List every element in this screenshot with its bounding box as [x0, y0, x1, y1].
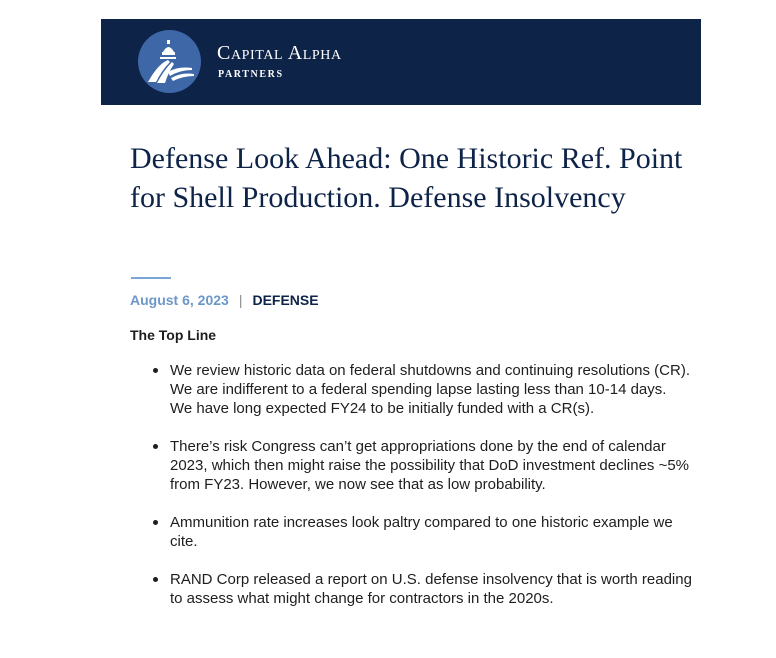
bullet-icon [153, 368, 158, 373]
bullet-icon [153, 520, 158, 525]
meta-separator: | [238, 292, 243, 308]
brand-name: Capital Alpha [217, 42, 342, 64]
list-item-text: We review historic data on federal shutdowns and continuing resolutions (CR). We are indifferent to a federal spending lapse lasting less than 10-14 days. We have long expected FY24 to be initially funded with a CR(s). [170, 362, 690, 417]
article-meta [130, 291, 319, 309]
list-item [152, 513, 692, 551]
bullet-icon [153, 577, 158, 582]
capitol-dome-icon [138, 30, 201, 93]
list-item [152, 437, 692, 494]
article-date: August 6, 2023 [130, 292, 229, 308]
article-title: Defense Look Ahead: One Historic Ref. Point for Shell Production. Defense Insolvency [130, 142, 683, 214]
masthead [101, 19, 701, 105]
bullet-icon [153, 444, 158, 449]
list-item [152, 570, 692, 608]
title-divider [131, 277, 171, 279]
list-item-text: Ammunition rate increases look paltry compared to one historic example we cite. [170, 514, 673, 550]
list-item-text: RAND Corp released a report on U.S. defense insolvency that is worth reading to assess what might change for contractors in the 2020s. [170, 571, 692, 607]
section-heading: The Top Line [130, 327, 217, 343]
article-category: DEFENSE [252, 292, 319, 308]
list-item-text: There’s risk Congress can’t get appropriations done by the end of calendar 2023, which then might raise the possibility that DoD investment declines ~5% from FY23. However, we now see that as low probability. [170, 438, 690, 493]
top-line-list [152, 361, 692, 627]
list-item [152, 361, 692, 418]
brand-subtitle: PARTNERS [218, 69, 284, 80]
